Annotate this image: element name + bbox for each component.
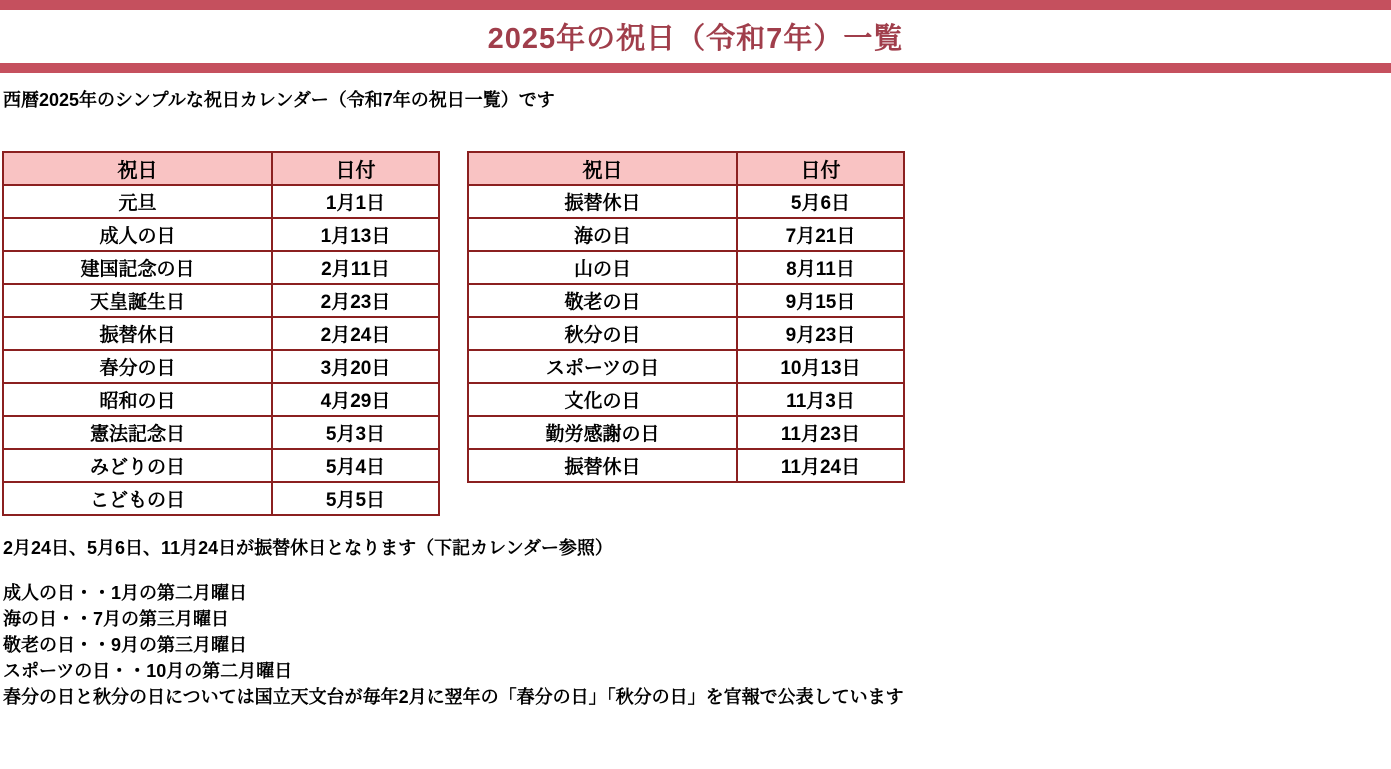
holiday-name-cell: 天皇誕生日 — [3, 284, 272, 317]
holiday-date-cell: 5月5日 — [272, 482, 439, 515]
holiday-name-cell: 振替休日 — [468, 185, 737, 218]
holiday-date-cell: 9月23日 — [737, 317, 904, 350]
holiday-date-cell: 2月24日 — [272, 317, 439, 350]
table-row — [3, 350, 439, 383]
table-row — [468, 284, 904, 317]
rule-line: 敬老の日・・9月の第三月曜日 — [3, 635, 248, 655]
page-title: 2025年の祝日（令和7年）一覧 — [487, 23, 904, 55]
holiday-date-cell: 3月20日 — [272, 350, 439, 383]
table-row — [3, 449, 439, 482]
table-row — [3, 416, 439, 449]
table-row — [468, 350, 904, 383]
holiday-name-cell: 敬老の日 — [468, 284, 737, 317]
holiday-date-cell: 8月11日 — [737, 251, 904, 284]
holiday-name-cell: 昭和の日 — [3, 383, 272, 416]
holiday-date-cell: 5月6日 — [737, 185, 904, 218]
table-row — [3, 383, 439, 416]
holiday-table-first-half — [2, 151, 440, 516]
table-header-row — [468, 152, 904, 185]
holiday-tables-row — [2, 151, 1391, 516]
holiday-date-cell: 1月13日 — [272, 218, 439, 251]
holiday-name-cell: こどもの日 — [3, 482, 272, 515]
substitute-holiday-note: 2月24日、5月6日、11月24日が振替休日となります（下記カレンダー参照） — [3, 538, 613, 558]
holiday-rules-list — [3, 580, 1391, 710]
holiday-name-cell: 秋分の日 — [468, 317, 737, 350]
holiday-name-cell: 山の日 — [468, 251, 737, 284]
table-row — [3, 284, 439, 317]
rule-line: スポーツの日・・10月の第二月曜日 — [3, 661, 293, 681]
table-row — [468, 185, 904, 218]
holiday-name-cell: 建国記念の日 — [3, 251, 272, 284]
holiday-name-cell: 海の日 — [468, 218, 737, 251]
holiday-date-cell: 2月11日 — [272, 251, 439, 284]
column-header-holiday: 祝日 — [3, 152, 272, 185]
table-row — [468, 317, 904, 350]
holiday-date-cell: 5月4日 — [272, 449, 439, 482]
holiday-name-cell: 振替休日 — [468, 449, 737, 482]
table-row — [3, 317, 439, 350]
holiday-name-cell: 憲法記念日 — [3, 416, 272, 449]
holiday-date-cell: 2月23日 — [272, 284, 439, 317]
holiday-date-cell: 11月3日 — [737, 383, 904, 416]
title-underline-bar — [0, 63, 1391, 73]
holiday-name-cell: 振替休日 — [3, 317, 272, 350]
column-header-holiday: 祝日 — [468, 152, 737, 185]
column-header-date: 日付 — [737, 152, 904, 185]
holiday-name-cell: 勤労感謝の日 — [468, 416, 737, 449]
page-subtitle: 西暦2025年のシンプルな祝日カレンダー（令和7年の祝日一覧）です — [3, 90, 555, 110]
holiday-name-cell: 成人の日 — [3, 218, 272, 251]
table-row — [3, 218, 439, 251]
holiday-date-cell: 7月21日 — [737, 218, 904, 251]
holiday-name-cell: 元旦 — [3, 185, 272, 218]
table-row — [3, 482, 439, 515]
column-header-date: 日付 — [272, 152, 439, 185]
holiday-date-cell: 5月3日 — [272, 416, 439, 449]
holiday-name-cell: 春分の日 — [3, 350, 272, 383]
holiday-name-cell: みどりの日 — [3, 449, 272, 482]
table-row — [3, 185, 439, 218]
rule-line: 成人の日・・1月の第二月曜日 — [3, 583, 248, 603]
holiday-name-cell: 文化の日 — [468, 383, 737, 416]
top-accent-bar — [0, 0, 1391, 10]
holiday-date-cell: 11月23日 — [737, 416, 904, 449]
table-row — [468, 416, 904, 449]
table-row — [468, 251, 904, 284]
holiday-date-cell: 11月24日 — [737, 449, 904, 482]
table-row — [468, 383, 904, 416]
table-header-row — [3, 152, 439, 185]
holiday-date-cell: 9月15日 — [737, 284, 904, 317]
table-row — [468, 449, 904, 482]
title-band — [0, 10, 1391, 63]
holiday-date-cell: 1月1日 — [272, 185, 439, 218]
rule-line: 海の日・・7月の第三月曜日 — [3, 609, 230, 629]
table-row — [468, 218, 904, 251]
rule-line: 春分の日と秋分の日については国立天文台が毎年2月に翌年の「春分の日」「秋分の日」を官報で公表しています — [3, 687, 904, 707]
holiday-date-cell: 10月13日 — [737, 350, 904, 383]
holiday-date-cell: 4月29日 — [272, 383, 439, 416]
holiday-name-cell: スポーツの日 — [468, 350, 737, 383]
table-row — [3, 251, 439, 284]
holiday-table-second-half — [467, 151, 905, 483]
